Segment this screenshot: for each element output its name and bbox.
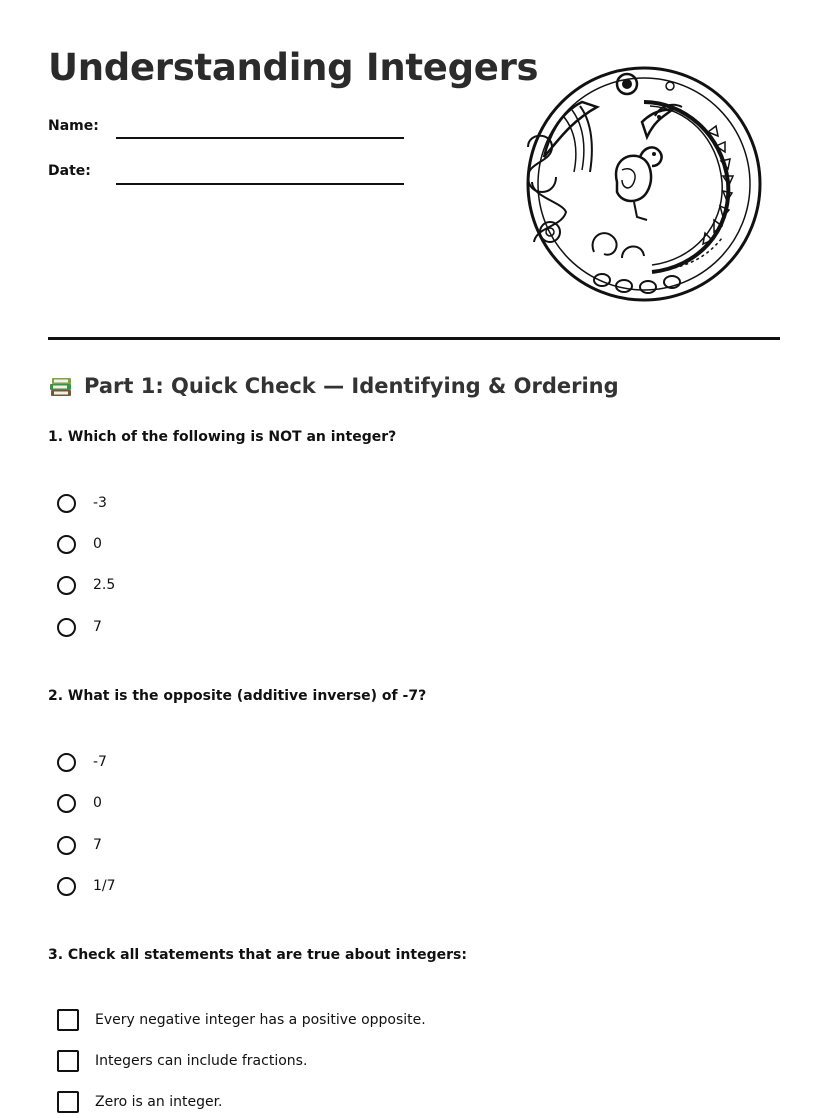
section-divider (48, 337, 780, 340)
option-label[interactable]: 7 (93, 619, 102, 635)
option-label[interactable]: 0 (93, 536, 102, 552)
q1-option[interactable] (57, 531, 102, 557)
option-label[interactable]: -3 (93, 495, 107, 511)
option-label[interactable]: 1/7 (93, 878, 116, 894)
q2-option[interactable] (57, 873, 116, 899)
question-2: 2. What is the opposite (additive inverse) of -7? (48, 688, 427, 704)
books-icon (48, 373, 74, 399)
checkbox[interactable] (57, 1050, 79, 1072)
question-3: 3. Check all statements that are true about integers: (48, 947, 467, 963)
option-label[interactable]: 0 (93, 795, 102, 811)
part1-heading-text: Part 1: Quick Check — Identifying & Ordering (84, 374, 619, 398)
part1-heading (48, 373, 619, 399)
q1-option[interactable] (57, 572, 115, 598)
q2-option[interactable] (57, 749, 107, 775)
radio-button[interactable] (57, 576, 76, 595)
q2-option[interactable] (57, 832, 102, 858)
q1-option[interactable] (57, 490, 107, 516)
option-label[interactable]: Integers can include fractions. (95, 1053, 308, 1069)
question-1: 1. Which of the following is NOT an integer? (48, 429, 397, 445)
radio-button[interactable] (57, 618, 76, 637)
radio-button[interactable] (57, 794, 76, 813)
checkbox[interactable] (57, 1091, 79, 1113)
date-label: Date: (48, 163, 91, 179)
q3-option[interactable] (57, 1089, 223, 1115)
radio-button[interactable] (57, 494, 76, 513)
option-label[interactable]: 2.5 (93, 577, 116, 593)
name-label: Name: (48, 118, 99, 134)
radio-button[interactable] (57, 877, 76, 896)
option-label[interactable]: 7 (93, 837, 102, 853)
radio-button[interactable] (57, 535, 76, 554)
date-input-line[interactable] (116, 183, 404, 185)
checkbox[interactable] (57, 1009, 79, 1031)
kiwi-bird-emblem (522, 62, 766, 306)
worksheet-title: Understanding Integers (48, 46, 539, 89)
name-input-line[interactable] (116, 137, 404, 139)
q3-option[interactable] (57, 1007, 426, 1033)
option-label[interactable]: Every negative integer has a positive opposite. (95, 1012, 426, 1028)
option-label[interactable]: -7 (93, 754, 107, 770)
q3-option[interactable] (57, 1048, 307, 1074)
option-label[interactable]: Zero is an integer. (95, 1094, 223, 1110)
q1-option[interactable] (57, 614, 102, 640)
radio-button[interactable] (57, 753, 76, 772)
radio-button[interactable] (57, 836, 76, 855)
q2-option[interactable] (57, 790, 102, 816)
